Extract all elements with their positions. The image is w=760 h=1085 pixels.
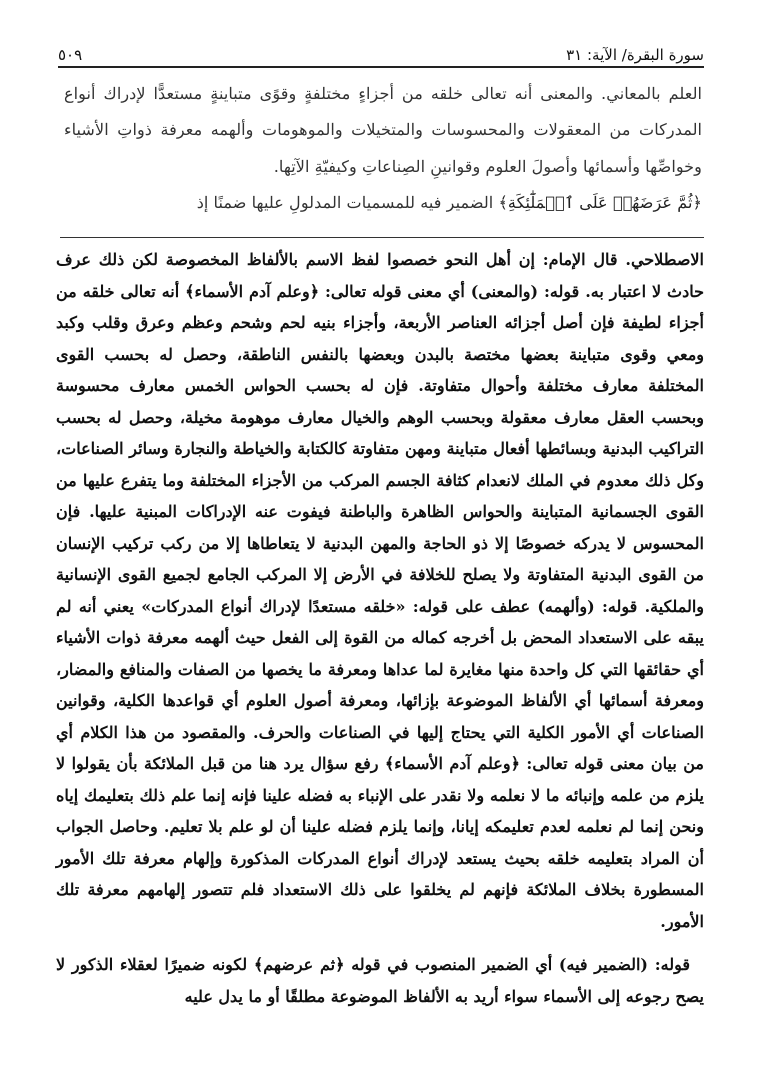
main-text bbox=[64, 76, 702, 222]
commentary-intro: الاصطلاحي. قال الإمام: إن أهل النحو خصصوا لفظ الاسم بالألفاظ المخصوصة لكن ذلك عرف حادث لا اعتبار به. bbox=[56, 250, 704, 301]
main-text-paragraph-2 bbox=[64, 185, 702, 221]
commentary-pronoun: : (الضمير فيه) أي الضمير المنصوب في قوله ﴿ثم عرضهم﴾ لكونه ضميرًا لعقلاء الذكور لا يصح رجوعه إلى الأسماء سواء أريد به الألفاظ الموضوعة مطلقًا أو ما يدل عليه bbox=[56, 955, 704, 1006]
surah-verse-title: سورة البقرة/ الآية: ٣١ bbox=[566, 46, 704, 64]
commentary-paragraph-2 bbox=[56, 949, 704, 1012]
main-text-continuation: الضمير فيه للمسميات المدلولِ عليها ضمنًا إذ bbox=[196, 193, 499, 213]
commentary-text bbox=[56, 244, 704, 1012]
commentary-meaning: : (والمعنى) أي معنى قوله تعالى: ﴿وعلم آدم الأسماء﴾ أنه تعالى خلقه من أجزاء لطيفة فإن أصل أجزائه العناصر الأربعة، وأجزاء بنيه لحم وشحم وعظم وعرق وقلب وكبد ومعي وقوى متباينة بعضها مختصة بالبدن وبعضها بالنفس الناطقة، وحصل له بحسب القوى المختلفة معارف مختلفة وأحوال متفاوتة. فإن له بحسب الحواس الخمس معارف محسوسة وبحسب العقل معارف معقولة وبحسب الوهم والخيال معارف موهومة مخيلة، وحصل له بحسب التراكيب البدنية وبسائطها أفعال متباينة ومهن متفاوتة كالكتابة والخياطة والنجارة وسائر الصناعات، وكل ذلك معدوم في الملك لانعدام كثافة الجسم المركب من الأجزاء المختلفة وما يتفرع عليها من القوى الجسمانية المتباينة والحواس الظاهرة والباطنة فيفوت عنه الإدراكات المبنية عليها. فإن المحسوس لا يدركه خصوصًا إلا ذو الحاجة والمهن البدنية لا يتعاطاها إلا من ركب تركيب الإنسان من القوى البدنية المتفاوتة ولا يصلح للخلافة في الأرض إلا المركب الجامع لجميع القوى الإنسانية والملكية. bbox=[56, 281, 705, 616]
header-divider bbox=[58, 66, 704, 68]
commentary-divider bbox=[60, 237, 704, 238]
commentary-ilham: : (وألهمه) عطف على قوله: «خلقه مستعدًا لإدراك أنواع المدركات» يعني أنه لم يبقه على الاستعداد المحض بل أخرجه كماله من القوة إلى الفعل حيث ألهمه معرفة ذوات الأشياء أي حقائقها التي كل واحدة منها مغايرة لما عداها ومعرفة ما يخصها من الصفات والمنافع والمضار، ومعرفة أسمائها أي الألفاظ الموضوعة بإزائها، ومعرفة أصول العلوم أي قواعدها الكلية، وقوانين الصناعات أي الأمور الكلية التي يحتاج إليها في الصناعات والحرف. والمقصود من هذا الكلام أي من بيان معنى قوله تعالى: ﴿وعلم آدم الأسماء﴾ رفع سؤال يرد هنا من قبل الملائكة بأن يقولوا لا يلزم من علمه وإنبائه ما لا نعلمه ولا نقدر على الإنباء به فضله علينا فإنه إنما علم ذلك بتعليمك إياه ونحن إنما لم نعلمه لعدم تعليمكه إيانا، وإنما يلزم فضله علينا أن لو علم بلا تعليم. وحاصل الجواب أن المراد بتعليمه خلقه بحيث يستعد لإدراك أنواع المدركات المذكورة وإلهام معرفة تلك الأمور المسطورة بخلاف الملائكة فإنهم لم يخلقوا على ذلك الاستعداد فلم تتصور إلهامهم معرفة تلك الأمور. bbox=[56, 596, 705, 931]
page-number: ٥٠٩ bbox=[58, 46, 83, 64]
quran-verse: ﴿ثُمَّ عَرَضَهُمۡ عَلَى ٱلۡمَلَٰٓئِكَةِ﴾ bbox=[498, 193, 702, 213]
page-header bbox=[58, 38, 704, 64]
commentary-paragraph-1 bbox=[56, 244, 704, 937]
qawluhu-keyword: قوله bbox=[607, 596, 638, 616]
qawluhu-keyword: قوله bbox=[660, 955, 690, 974]
main-text-paragraph-1: العلم بالمعاني. والمعنى أنه تعالى خلقه من أجزاءٍ مختلفةٍ وقوًى متباينةٍ مستعدًّا لإدراك أنواع المدركات من المعقولات والمحسوسات والمتخيلات والموهومات وألهمه معرفة ذواتِ الأشياء وخواصِّها وأسمائها وأصولَ العلوم وقوانينِ الصِناعاتِ وكيفيّةِ الآتِها. bbox=[64, 84, 702, 176]
qawluhu-keyword: قوله bbox=[549, 281, 580, 301]
